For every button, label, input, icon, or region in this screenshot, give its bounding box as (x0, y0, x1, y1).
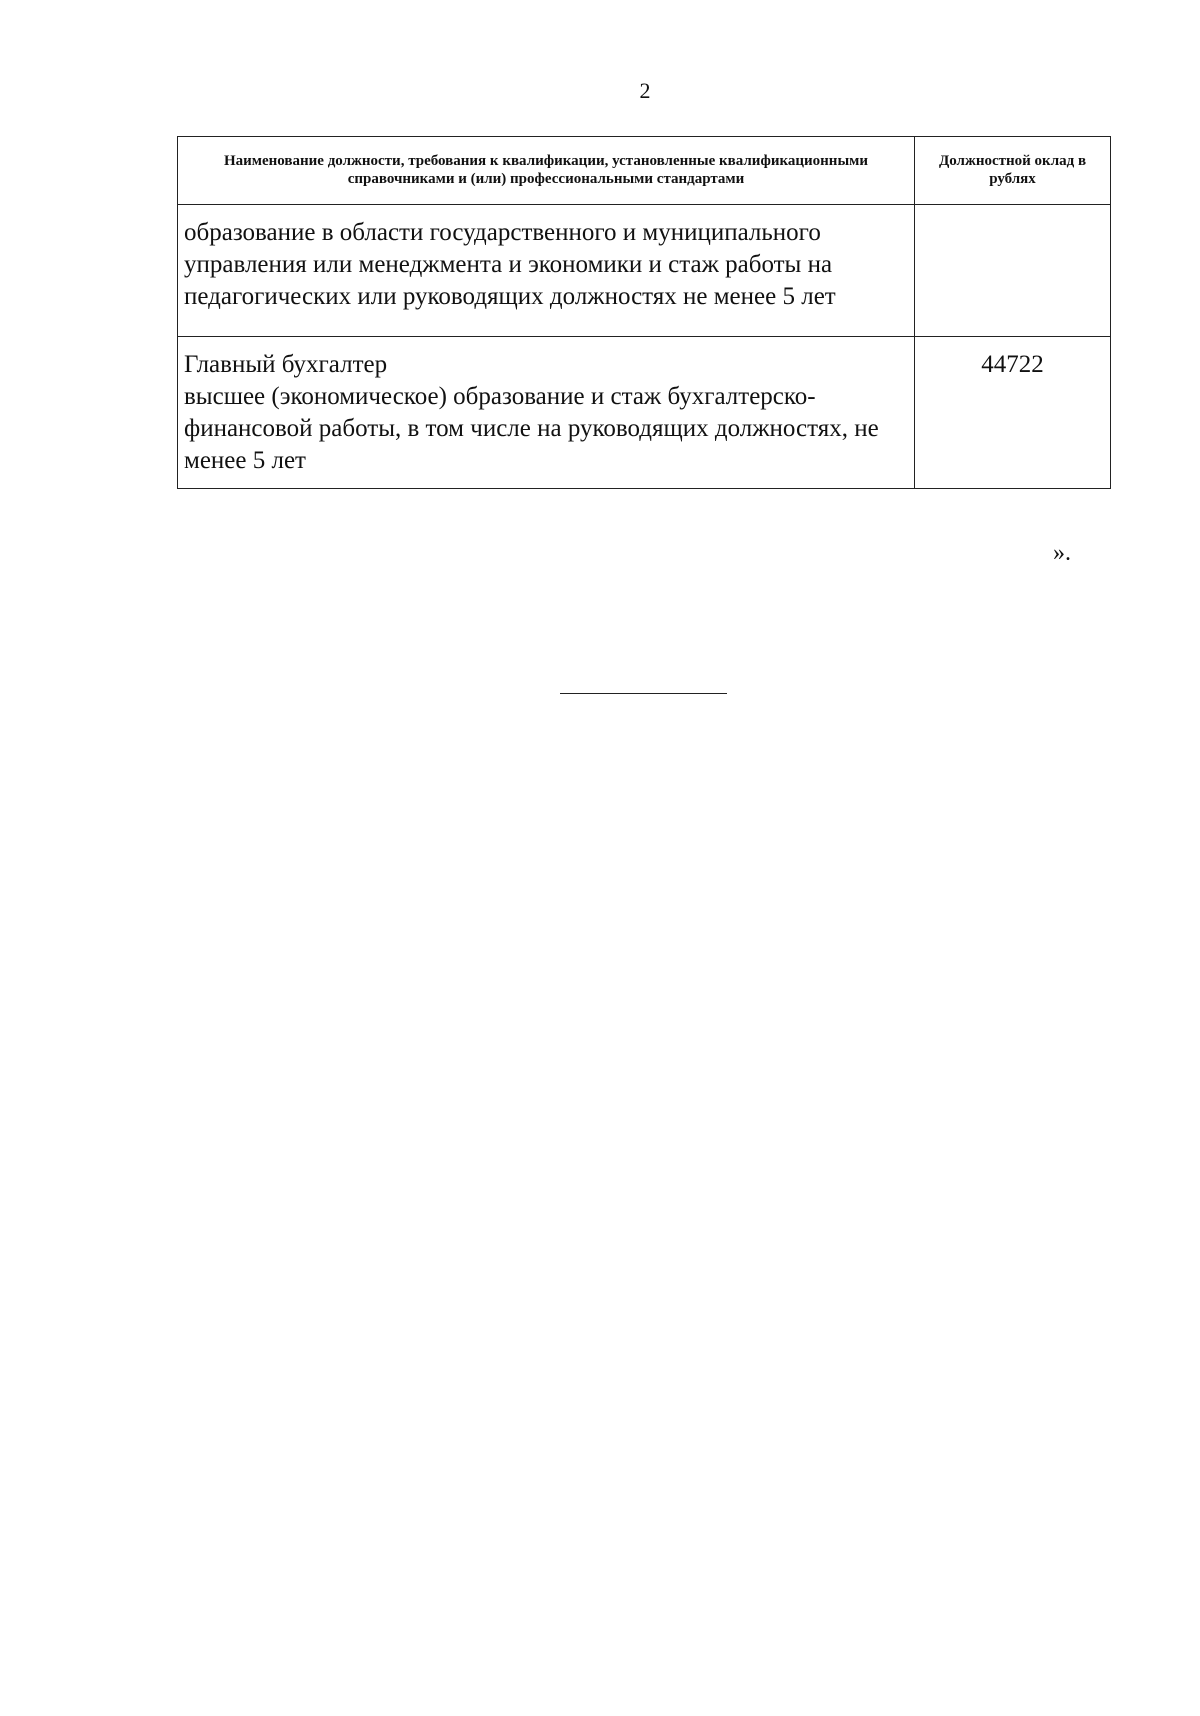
header-salary: Должностной оклад в рублях (915, 137, 1111, 205)
salary-cell: 44722 (915, 337, 1111, 489)
table-header-row (178, 137, 1111, 205)
closing-quote: ». (1053, 540, 1071, 566)
salary-table (177, 136, 1111, 489)
position-requirements-cell (178, 205, 915, 337)
requirements-text: образование в области государственного и муниципального управления или менеджмента и экономики и стаж работы на педагогических или руководящих должностях не менее 5 лет (184, 219, 836, 310)
end-of-document-rule (560, 693, 727, 694)
page-number: 2 (639, 78, 651, 103)
position-requirements-cell (178, 337, 915, 489)
table-row (178, 337, 1111, 489)
salary-cell (915, 205, 1111, 337)
position-title: Главный бухгалтер (184, 351, 388, 378)
requirements-text: высшее (экономическое) образование и стаж бухгалтерско-финансовой работы, в том числе на руководящих должностях, не менее 5 лет (184, 383, 879, 474)
table-row (178, 205, 1111, 337)
header-position-requirements: Наименование должности, требования к квалификации, установленные квалификационными справочниками и (или) профессиональными стандартами (178, 137, 915, 205)
